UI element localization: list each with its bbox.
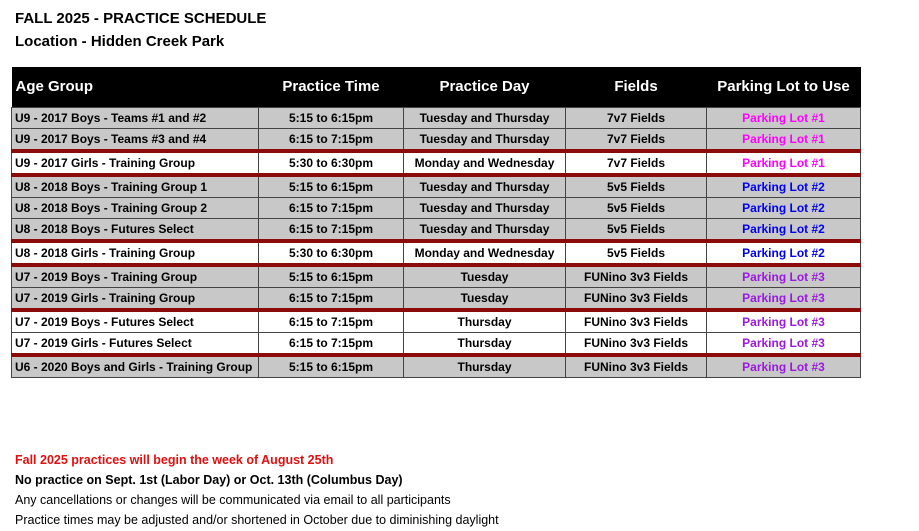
cell-parking-lot: Parking Lot #3 — [707, 310, 861, 333]
table-row — [12, 310, 861, 333]
cell-age-group: U8 - 2018 Boys - Futures Select — [12, 218, 259, 241]
cell-fields: 5v5 Fields — [566, 218, 707, 241]
schedule-body — [12, 107, 861, 377]
cell-practice-day: Thursday — [404, 310, 566, 333]
cell-parking-lot: Parking Lot #2 — [707, 197, 861, 218]
notes — [15, 450, 499, 530]
cell-fields: 5v5 Fields — [566, 197, 707, 218]
cell-fields: 7v7 Fields — [566, 107, 707, 128]
column-header-fields: Fields — [614, 78, 658, 96]
cell-fields: 5v5 Fields — [566, 241, 707, 265]
cell-practice-day: Tuesday — [404, 287, 566, 310]
cell-fields: FUNino 3v3 Fields — [566, 355, 707, 378]
cell-age-group: U9 - 2017 Boys - Teams #3 and #4 — [12, 128, 259, 151]
table-row — [12, 197, 861, 218]
cell-parking-lot: Parking Lot #1 — [707, 128, 861, 151]
table-row — [12, 107, 861, 128]
cell-practice-time: 6:15 to 7:15pm — [259, 310, 404, 333]
cell-practice-time: 6:15 to 7:15pm — [259, 287, 404, 310]
cell-practice-day: Tuesday and Thursday — [404, 197, 566, 218]
cell-practice-day: Tuesday and Thursday — [404, 218, 566, 241]
cell-age-group: U7 - 2019 Boys - Training Group — [12, 265, 259, 288]
notes-no-practice: No practice on Sept. 1st (Labor Day) or Oct. 13th (Columbus Day) — [15, 473, 403, 487]
location-subtitle: Location - Hidden Creek Park — [15, 33, 225, 50]
table-row — [12, 332, 861, 355]
cell-practice-day: Tuesday — [404, 265, 566, 288]
page-title: FALL 2025 - PRACTICE SCHEDULE — [15, 10, 267, 27]
cell-practice-day: Tuesday and Thursday — [404, 128, 566, 151]
cell-age-group: U9 - 2017 Boys - Teams #1 and #2 — [12, 107, 259, 128]
table-row — [12, 355, 861, 378]
cell-age-group: U7 - 2019 Boys - Futures Select — [12, 310, 259, 333]
cell-parking-lot: Parking Lot #1 — [707, 151, 861, 175]
cell-age-group: U7 - 2019 Girls - Futures Select — [12, 332, 259, 355]
table-row — [12, 128, 861, 151]
cell-practice-time: 6:15 to 7:15pm — [259, 128, 404, 151]
cell-practice-day: Monday and Wednesday — [404, 241, 566, 265]
cell-parking-lot: Parking Lot #3 — [707, 332, 861, 355]
cell-parking-lot: Parking Lot #3 — [707, 265, 861, 288]
cell-age-group: U9 - 2017 Girls - Training Group — [12, 151, 259, 175]
schedule-table — [11, 67, 861, 378]
cell-parking-lot: Parking Lot #2 — [707, 175, 861, 198]
cell-practice-time: 5:15 to 6:15pm — [259, 107, 404, 128]
table-header-row — [12, 67, 861, 107]
cell-fields: 5v5 Fields — [566, 175, 707, 198]
cell-age-group: U6 - 2020 Boys and Girls - Training Group — [12, 355, 259, 378]
column-header-practice-time: Practice Time — [282, 78, 380, 96]
cell-age-group: U7 - 2019 Girls - Training Group — [12, 287, 259, 310]
cell-practice-time: 6:15 to 7:15pm — [259, 218, 404, 241]
cell-age-group: U8 - 2018 Boys - Training Group 1 — [12, 175, 259, 198]
notes-adjustments: Practice times may be adjusted and/or shortened in October due to diminishing daylight — [15, 513, 499, 527]
cell-fields: FUNino 3v3 Fields — [566, 310, 707, 333]
table-row — [12, 151, 861, 175]
cell-fields: FUNino 3v3 Fields — [566, 265, 707, 288]
cell-practice-time: 5:15 to 6:15pm — [259, 175, 404, 198]
table-row — [12, 287, 861, 310]
cell-fields: 7v7 Fields — [566, 128, 707, 151]
cell-fields: FUNino 3v3 Fields — [566, 287, 707, 310]
cell-parking-lot: Parking Lot #2 — [707, 218, 861, 241]
cell-practice-time: 5:15 to 6:15pm — [259, 355, 404, 378]
cell-practice-day: Thursday — [404, 332, 566, 355]
cell-fields: 7v7 Fields — [566, 151, 707, 175]
cell-parking-lot: Parking Lot #1 — [707, 107, 861, 128]
column-header-parking-lot: Parking Lot to Use — [717, 78, 850, 96]
cell-age-group: U8 - 2018 Girls - Training Group — [12, 241, 259, 265]
cell-practice-day: Tuesday and Thursday — [404, 107, 566, 128]
cell-fields: FUNino 3v3 Fields — [566, 332, 707, 355]
table-row — [12, 175, 861, 198]
cell-practice-time: 5:30 to 6:30pm — [259, 151, 404, 175]
cell-practice-day: Monday and Wednesday — [404, 151, 566, 175]
table-row — [12, 241, 861, 265]
table-row — [12, 265, 861, 288]
cell-practice-day: Tuesday and Thursday — [404, 175, 566, 198]
cell-parking-lot: Parking Lot #3 — [707, 355, 861, 378]
column-header-practice-day: Practice Day — [439, 78, 530, 96]
cell-practice-time: 6:15 to 7:15pm — [259, 332, 404, 355]
cell-parking-lot: Parking Lot #3 — [707, 287, 861, 310]
notes-start-date: Fall 2025 practices will begin the week of August 25th — [15, 453, 334, 467]
cell-parking-lot: Parking Lot #2 — [707, 241, 861, 265]
cell-practice-time: 5:30 to 6:30pm — [259, 241, 404, 265]
cell-age-group: U8 - 2018 Boys - Training Group 2 — [12, 197, 259, 218]
cell-practice-day: Thursday — [404, 355, 566, 378]
table-row — [12, 218, 861, 241]
notes-cancellations: Any cancellations or changes will be communicated via email to all participants — [15, 493, 451, 507]
cell-practice-time: 6:15 to 7:15pm — [259, 197, 404, 218]
cell-practice-time: 5:15 to 6:15pm — [259, 265, 404, 288]
column-header-age-group: Age Group — [15, 78, 93, 96]
